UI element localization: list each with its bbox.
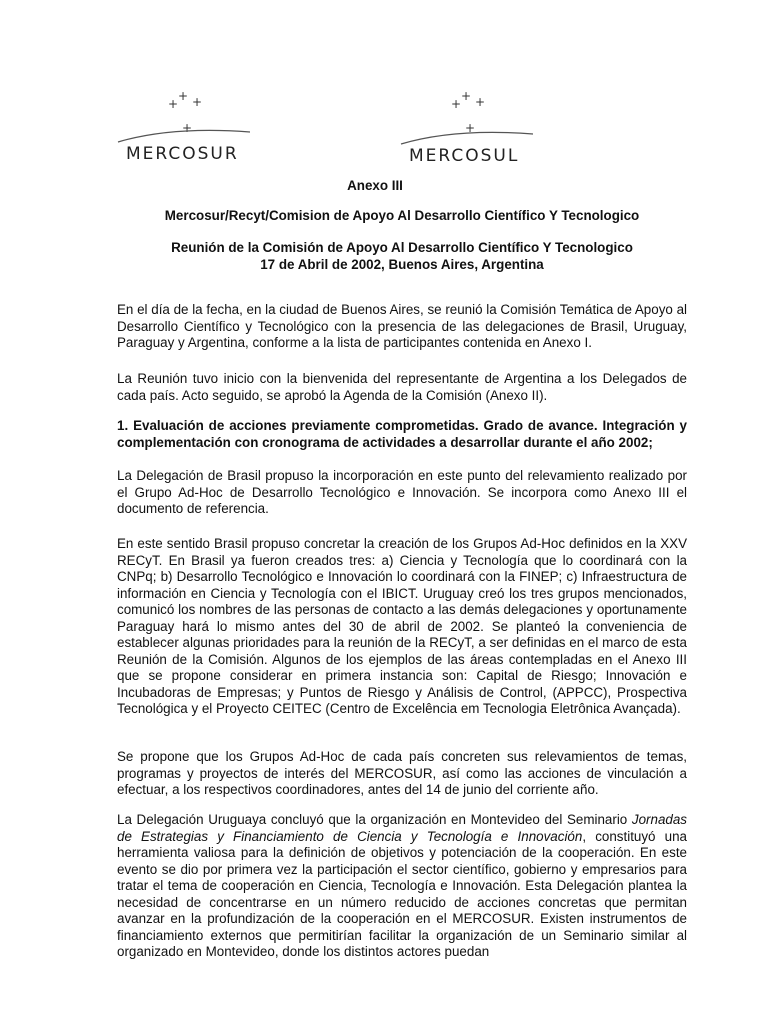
svg-text:+: + (451, 97, 462, 111)
logo-wordmark: MERCOSUR (126, 144, 239, 164)
svg-text:+: + (178, 89, 189, 103)
svg-text:+: + (461, 89, 472, 103)
meeting-date: 17 de Abril de 2002, Buenos Aires, Argentina (260, 257, 544, 272)
meeting-title: Reunión de la Comisión de Apoyo Al Desarrollo Científico Y Tecnologico (171, 240, 633, 255)
svg-text:+: + (168, 97, 179, 111)
logo-wordmark: MERCOSUL (409, 146, 520, 166)
paragraph-ad-hoc-groups: En este sentido Brasil propuso concretar la creación de los Grupos Ad-Hoc definidos en la XXV RECyT. En Brasil ya fueron creados tres: a) Ciencia y Tecnología que lo coordinará con la CNPq; b) Desarrollo Tecnológico e Innovación lo coordinará con la FINEP; c) Infraestructura de información en Ciencia y Tecnología con el IBICT. Uruguay creó los tres grupos mencionados, comunicó los nombres de las personas de contacto a las demás delegaciones y oportunamente Paraguay hará lo mismo antes del 30 de abril de 2002. Se planteó la conveniencia de establecer algunas prioridades para la reunión de la RECyT, a ser definidas en el marco de esta Reunión de la Comisión. Algunos de los ejemplos de las áreas contempladas en el Anexo III que se propone considerar en primera instancia son: Capital de Riesgo; Innovación e Incubadoras de Empresas; y Puntos de Riesgo y Análisis de Control, (APPCC), Prospectiva Tecnológica y el Proyecto CEITEC (Centro de Excelência em Tecnologia Eletrônica Avançada). (117, 536, 687, 716)
section-heading-1: 1. Evaluación de acciones previamente comprometidas. Grado de avance. Integración y complementación con cronograma de actividades a desarrollar durante el año 2002; (117, 418, 687, 450)
paragraph-intro: En el día de la fecha, en la ciudad de Buenos Aires, se reunió la Comisión Temática de Apoyo al Desarrollo Científico y Tecnológico con la presencia de las delegaciones de Brasil, Uruguay, Paraguay y Argentina, conforme a la lista de participantes contenida en Anexo I. (117, 302, 687, 350)
mercosul-logo (395, 84, 535, 174)
paragraph-surveys: Se propone que los Grupos Ad-Hoc de cada país concreten sus relevamientos de temas, programas y proyectos de interés del MERCOSUR, así como las acciones de vinculación a efectuar, a los respectivos coordinadores, antes del 14 de junio del corriente año. (117, 749, 687, 797)
annex-title: Anexo III (347, 178, 403, 193)
svg-text:+: + (192, 95, 203, 109)
paragraph-uruguay: La Delegación Uruguaya concluyó que la organización en Montevideo del Seminario Jornadas de Estrategias y Financiamiento de Ciencia y Tecnología e Innovación, constituyó una herramienta valiosa para la definición de objetivos y potenciación de la cooperación. En este evento se dio por primera vez la participación el sector científico, gobierno y empresarios para tratar el tema de cooperación en Ciencia, Tecnología e Innovación. Esta Delegación plantea la necesidad de concentrarse en un número reducido de acciones concretas que permitan avanzar en la profundización de la cooperación en el MERCOSUR. Existen instrumentos de financiamiento externos que permitirían facilitar la organización de un Seminario similar al organizado en Montevideo, donde los distintos actores puedan (117, 812, 688, 959)
paragraph-opening: La Reunión tuvo inicio con la bienvenida del representante de Argentina a los Delegados de cada país. Acto seguido, se aprobó la Agenda de la Comisión (Anexo II). (117, 371, 687, 403)
paragraph-brasil-proposal: La Delegación de Brasil propuso la incorporación en este punto del relevamiento realizado por el Grupo Ad-Hoc de Desarrollo Tecnológico e Innovación. Se incorpora como Anexo III el documento de referencia. (117, 468, 687, 516)
seminar-title: Jornadas de Estrategias y Financiamiento de Ciencia y Tecnología e Innovación (117, 812, 687, 844)
document-title: Mercosur/Recyt/Comision de Apoyo Al Desarrollo Científico Y Tecnologico (164, 208, 640, 223)
mercosur-logo (112, 82, 252, 172)
svg-text:+: + (182, 121, 193, 135)
svg-text:+: + (465, 121, 476, 135)
svg-text:+: + (475, 95, 486, 109)
